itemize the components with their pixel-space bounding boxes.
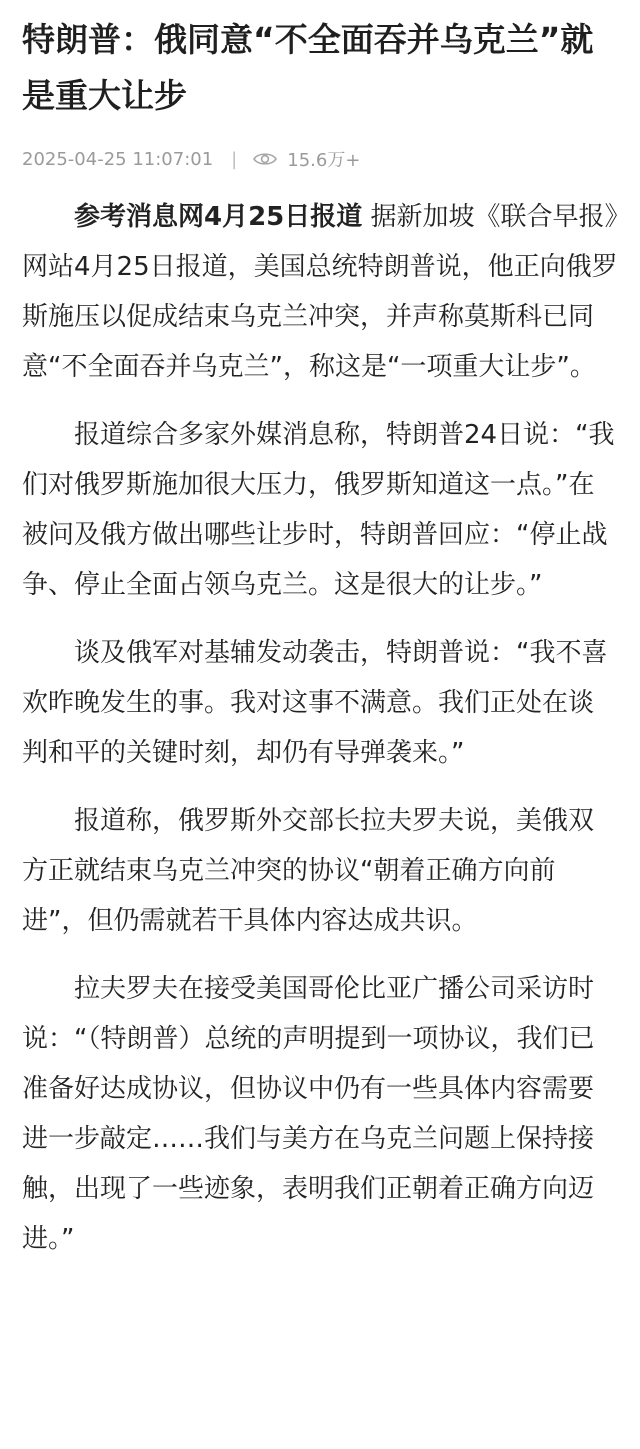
- meta-separator: |: [231, 148, 238, 170]
- lead-dateline: 参考消息网4月25日报道: [74, 202, 363, 232]
- article-body: [22, 192, 618, 1264]
- paragraph-5: 拉夫罗夫在接受美国哥伦比亚广播公司采访时说：“（特朗普）总统的声明提到一项协议，我们已准备好达成协议，但协议中仍有一些具体内容需要进一步敲定……我们与美方在乌克兰问题上保持接触，出现了一些迹象，表明我们正朝着正确方向迈进。”: [22, 974, 595, 1254]
- paragraph-1-text: 据新加坡《联合早报》网站4月25日报道，美国总统特朗普说，他正向俄罗斯施压以促成结束乌克兰冲突，并声称莫斯科已同意“不全面吞并乌克兰”，称这是“一项重大让步”。: [22, 202, 618, 382]
- publish-date: 2025-04-25 11:07:01: [22, 148, 214, 170]
- paragraph-1: [22, 192, 618, 392]
- article-meta: [22, 142, 618, 176]
- paragraph-2: 报道综合多家外媒消息称，特朗普24日说：“我们对俄罗斯施加很大压力，俄罗斯知道这一点。”在被问及俄方做出哪些让步时，特朗普回应：“停止战争、停止全面占领乌克兰。这是很大的让步。”: [22, 420, 615, 600]
- view-count: 15.6万+: [287, 150, 361, 171]
- paragraph-3: 谈及俄军对基辅发动袭击，特朗普说：“我不喜欢昨晚发生的事。我对这事不满意。我们正处在谈判和平的关键时刻，却仍有导弹袭来。”: [22, 638, 608, 768]
- paragraph-4: 报道称，俄罗斯外交部长拉夫罗夫说，美俄双方正就结束乌克兰冲突的协议“朝着正确方向前进”，但仍需就若干具体内容达成共识。: [22, 806, 595, 936]
- eye-icon: [253, 151, 277, 167]
- article-title: 特朗普：俄同意“不全面吞并乌克兰”就是重大让步: [22, 20, 594, 115]
